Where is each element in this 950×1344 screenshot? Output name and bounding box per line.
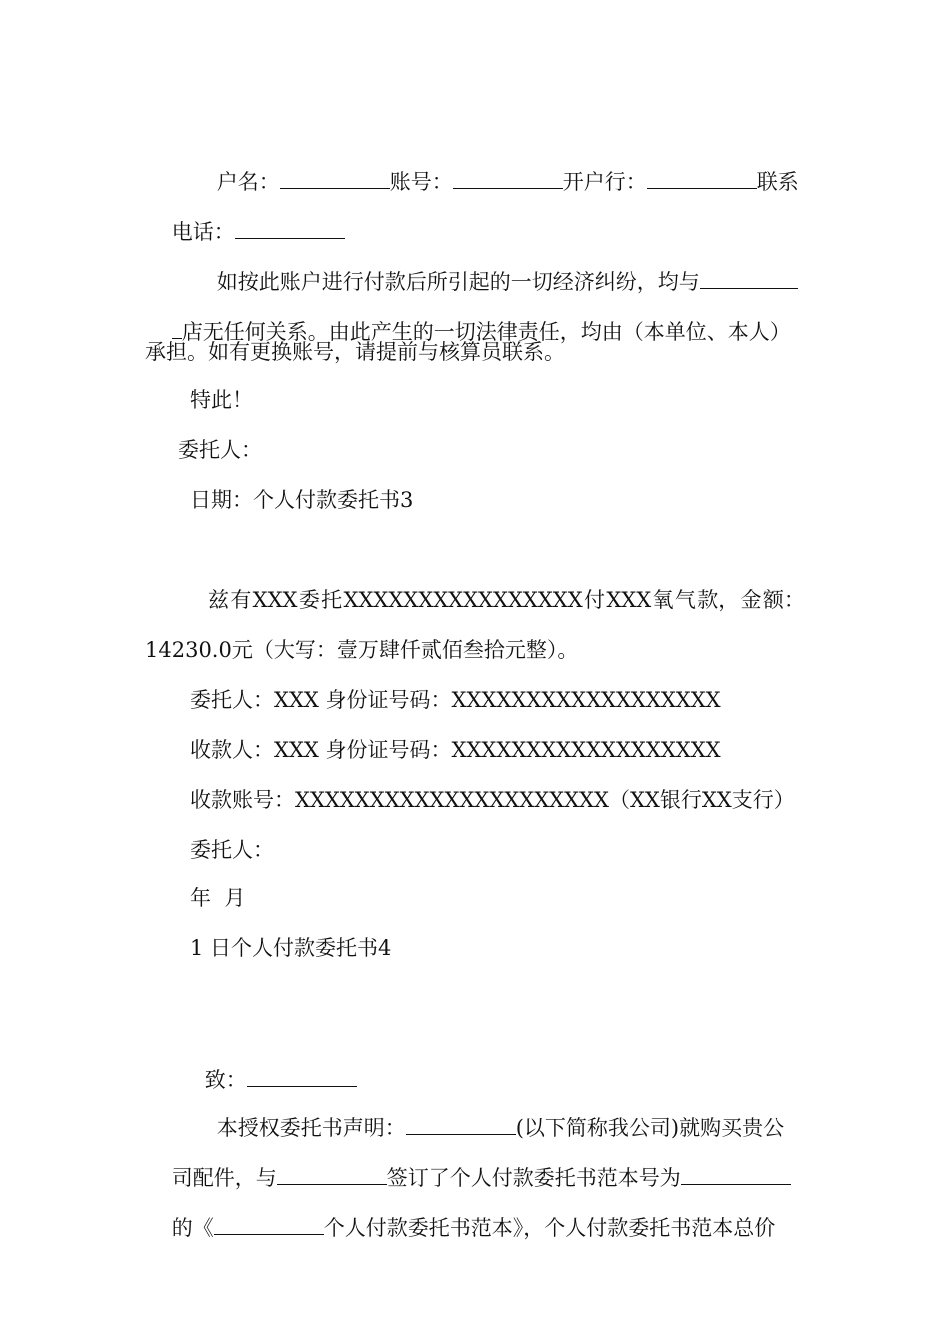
phone-label: 电话： [171,220,235,244]
contract-number-blank [681,1164,791,1185]
auth-char: 付 [584,588,606,612]
underscore-mark [172,318,182,339]
auth-char: 托 [321,588,343,612]
account-number-blank [453,168,563,189]
declaration-text: (以下简称我公司)就购买贵公 [515,1116,785,1140]
amount-line: 14230.0元（大写：壹万肆仟贰佰叁拾元整）。 [145,638,579,662]
contract-title-line [145,1183,950,1273]
dispute-clause-text: 如按此账户进行付款后所引起的一切经济纠纷，均与 [216,270,700,294]
principal-label-2: 委托人： [190,838,274,862]
contact-label: 联系 [756,170,799,194]
year-month-line: 年 月 [190,886,246,910]
to-label: 致： [204,1068,247,1092]
phone-blank [235,218,345,239]
bank-label: 开户行： [562,170,647,194]
auth-char: 款， [697,588,740,612]
store-blank [700,268,798,289]
principal-label-1: 委托人： [178,438,262,462]
contract-text-a: 司配件，与 [171,1166,277,1190]
date-heading-3: 日期：个人付款委托书3 [190,488,414,512]
contract-title-open: 的《 [171,1216,214,1240]
bank-blank [647,168,757,189]
liability-text: 店无任何关系。由此产生的一切法律责任，均由（本单位、本人） [181,320,791,344]
day-heading-4: 1 日个人付款委托书4 [190,936,392,960]
account-name-label: 户名： [216,170,280,194]
contract-title-text: 个人付款委托书范本》，个人付款委托书范本总价 [323,1216,776,1240]
authorization-line [208,585,805,615]
notice-line: 承担。如有更换账号，请提前与核算员联系。 [145,340,565,364]
auth-char: XXXXXXXXXXXXXXXX [343,588,583,612]
hereby-line: 特此！ [190,388,253,412]
principal-id-line: 委托人：XXX 身份证号码：XXXXXXXXXXXXXXXXXX [190,688,721,712]
auth-char: 气 [674,588,696,612]
payee-id-line: 收款人：XXX 身份证号码：XXXXXXXXXXXXXXXXXX [190,738,721,762]
company-blank [406,1114,516,1135]
auth-char: 有 [230,588,252,612]
auth-char: 兹 [208,588,229,612]
auth-char: 委 [298,588,320,612]
auth-char: 额： [762,588,805,612]
auth-char: XXX [252,588,298,612]
auth-char: 氧 [652,588,674,612]
account-number-label: 账号： [389,170,453,194]
auth-char: 金 [740,588,762,612]
account-name-blank [280,168,390,189]
contract-text-b: 签订了个人付款委托书范本号为 [386,1166,681,1190]
declaration-label: 本授权委托书声明： [216,1116,406,1140]
auth-char: XXX [606,588,652,612]
party-blank [277,1164,387,1185]
contract-title-blank [214,1214,324,1235]
payee-account-line: 收款账号：XXXXXXXXXXXXXXXXXXXXX（XX银行XX支行） [190,788,795,812]
